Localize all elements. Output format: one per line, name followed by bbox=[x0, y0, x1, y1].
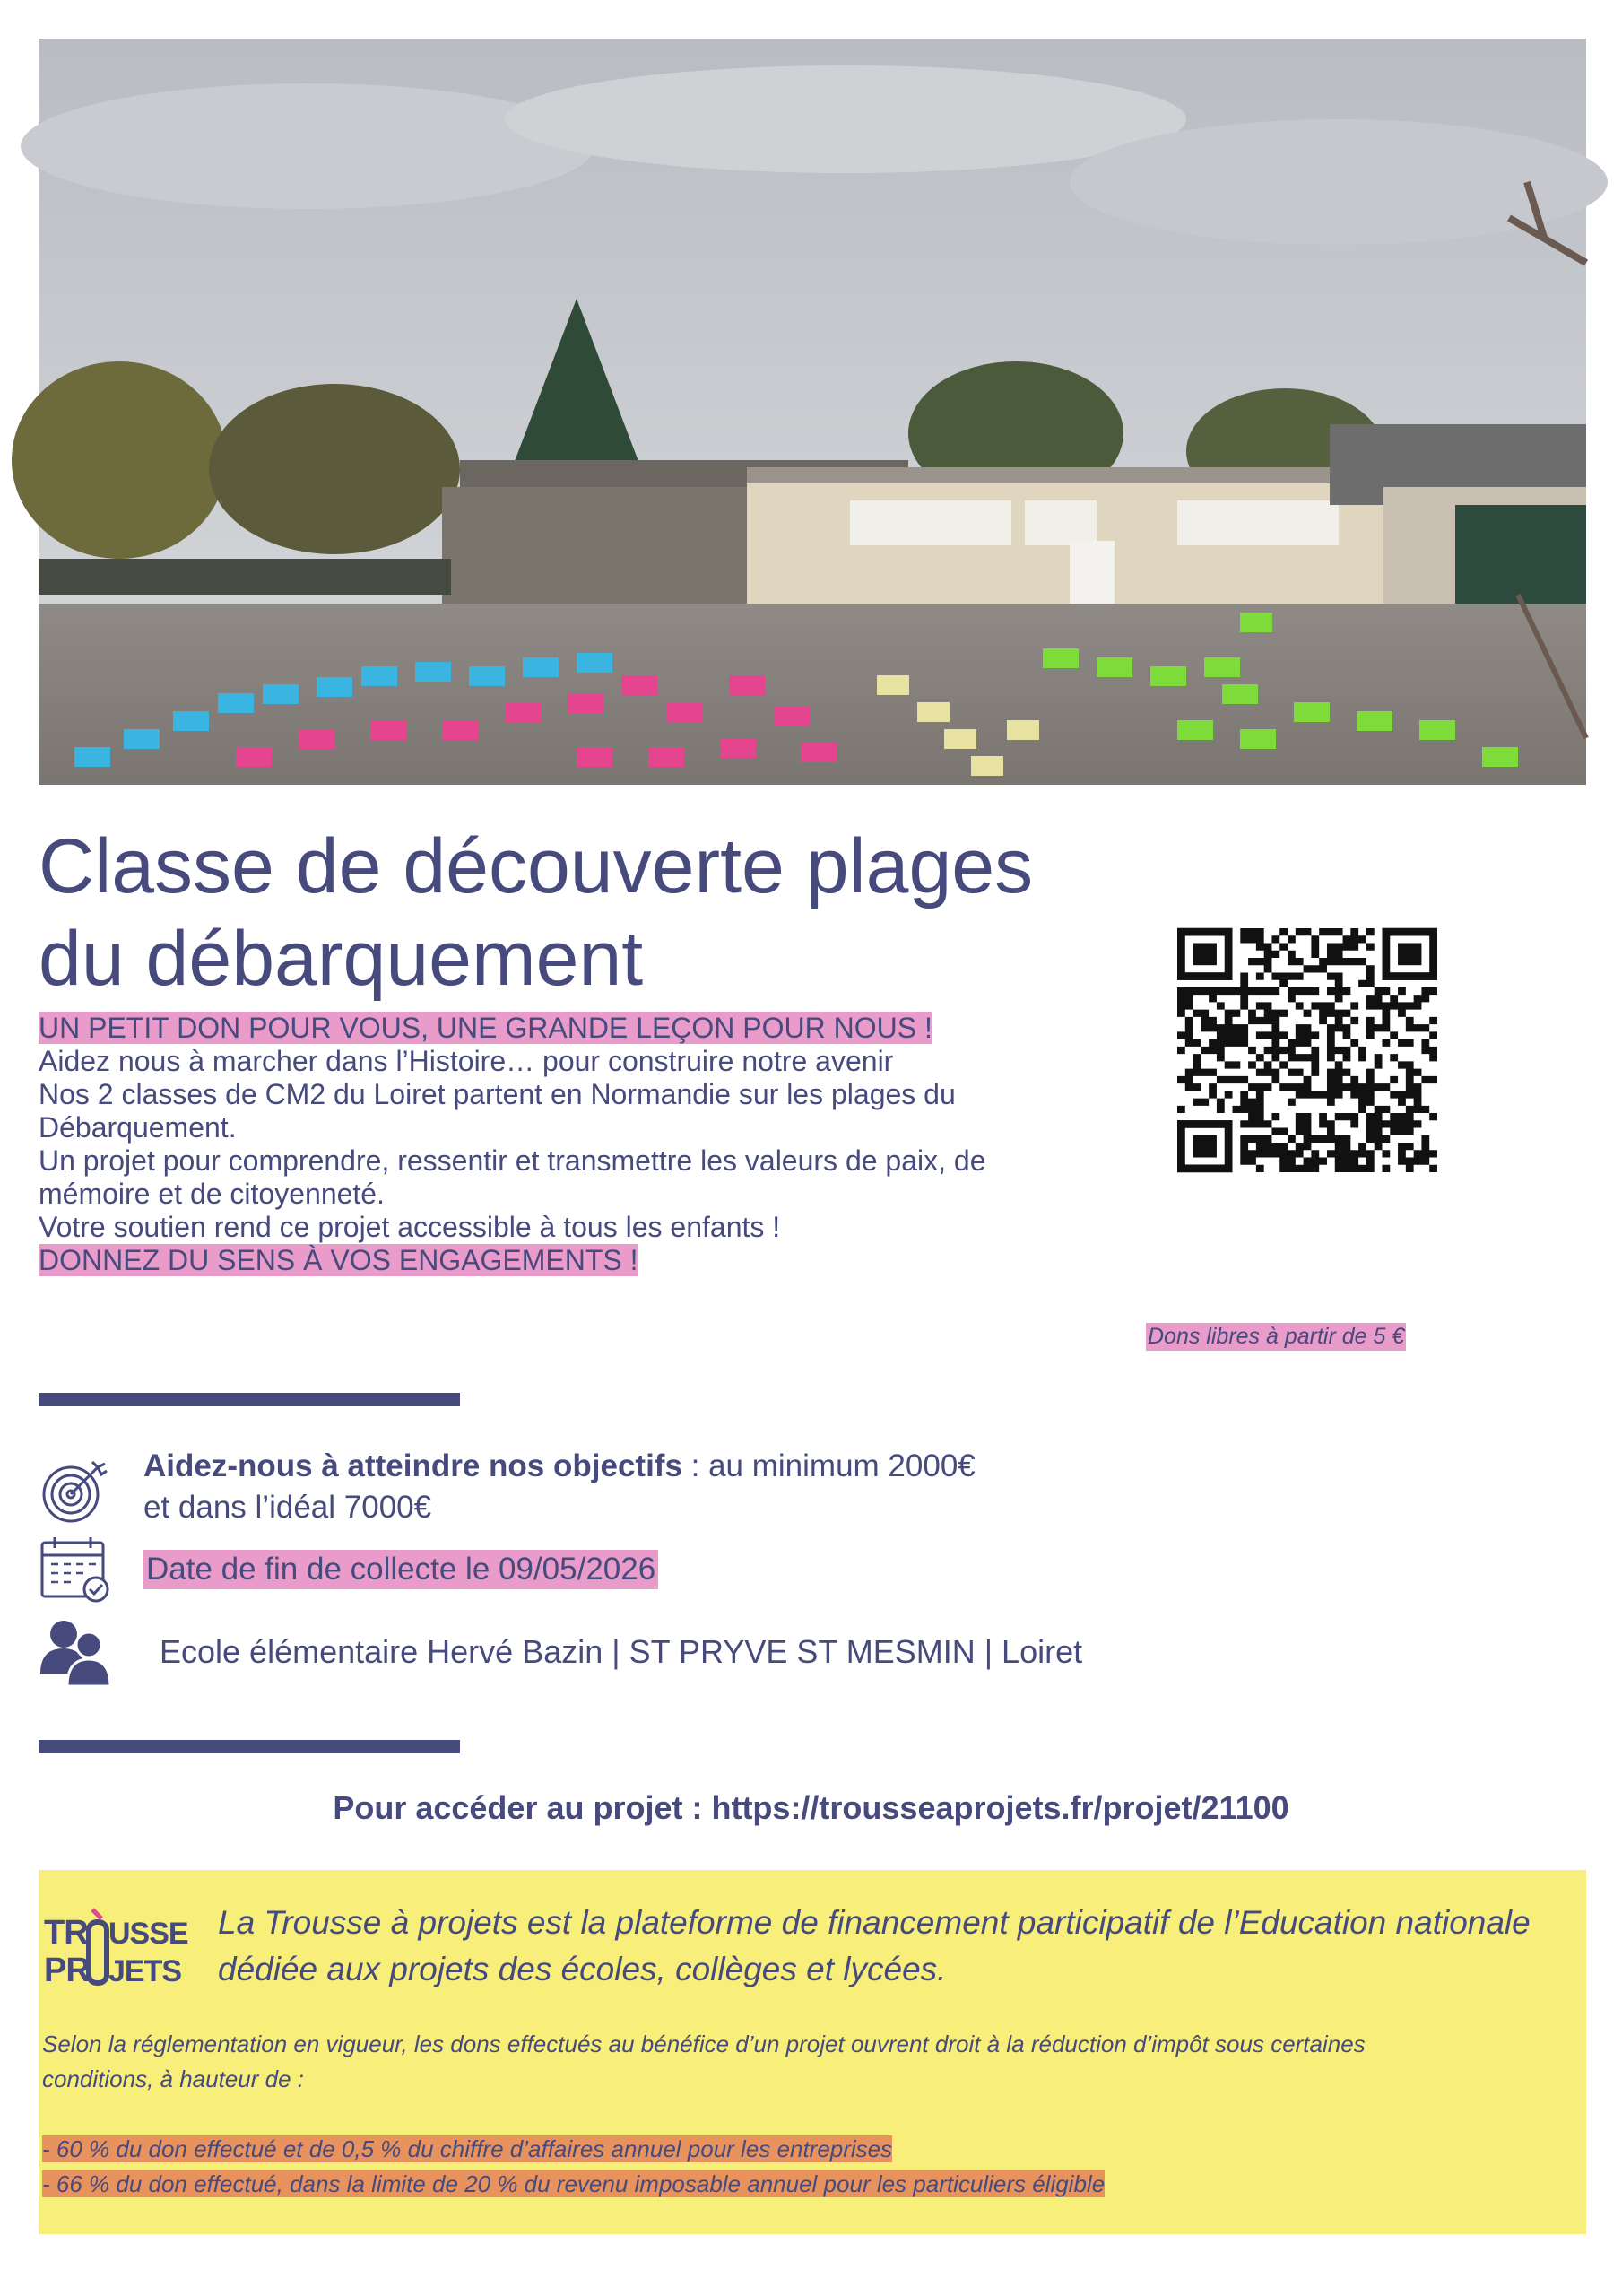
school-info: Ecole élémentaire Hervé Bazin | ST PRYVE ST MESMIN | Loiret bbox=[160, 1633, 1083, 1670]
objectives-minimum: : au minimum 2000€ bbox=[681, 1448, 976, 1483]
intro-line: Votre soutien rend ce projet accessible à tous les enfants ! bbox=[39, 1211, 781, 1243]
slogan: UN PETIT DON POUR VOUS, UNE GRANDE LEÇON POUR NOUS ! bbox=[39, 1012, 932, 1044]
trousse-logo bbox=[44, 1906, 188, 1996]
people-icon bbox=[39, 1614, 112, 1688]
intro-line: Un projet pour comprendre, ressentir et transmettre les valeurs de paix, de bbox=[39, 1144, 986, 1177]
title-line-2: du débarquement bbox=[39, 916, 644, 1002]
call-to-action: DONNEZ DU SENS À VOS ENGAGEMENTS ! bbox=[39, 1244, 638, 1276]
end-date: Date de fin de collecte le 09/05/2026 bbox=[143, 1550, 658, 1589]
donation-minimum: Dons libres à partir de 5 € bbox=[1148, 1324, 1405, 1349]
legal-line: Selon la réglementation en vigueur, les dons effectués au bénéfice d’un projet ouvrent droit à la réduction d’impôt sous certaines bbox=[42, 2031, 1366, 2057]
intro-line: Débarquement. bbox=[39, 1111, 237, 1144]
hero-photo bbox=[39, 39, 1586, 785]
target-icon bbox=[39, 1453, 112, 1526]
qr-code[interactable] bbox=[1177, 928, 1437, 1172]
logo-tr: TR bbox=[44, 1914, 88, 1952]
page-title bbox=[39, 821, 1115, 1005]
logo-jets: JETS bbox=[108, 1954, 182, 1988]
calendar-icon bbox=[39, 1534, 112, 1607]
tax-bullet-companies: - 60 % du don effectué et de 0,5 % du chiffre d’affaires annuel pour les entreprises bbox=[42, 2135, 893, 2162]
intro-text bbox=[39, 1012, 1115, 1277]
title-line-1: Classe de découverte plages bbox=[39, 823, 1034, 909]
divider bbox=[39, 1740, 460, 1753]
objectives-ideal: et dans l’idéal 7000€ bbox=[143, 1490, 432, 1525]
intro-line: Aidez nous à marcher dans l’Histoire… pour construire notre avenir bbox=[39, 1045, 894, 1077]
project-link[interactable]: Pour accéder au projet : https://trousseaprojets.fr/projet/21100 bbox=[333, 1789, 1289, 1826]
legal-line: conditions, à hauteur de : bbox=[42, 2066, 304, 2092]
logo-usse: USSE bbox=[108, 1917, 188, 1951]
divider bbox=[39, 1393, 460, 1406]
logo-pr: PR bbox=[44, 1952, 90, 1989]
intro-line: mémoire et de citoyenneté. bbox=[39, 1178, 385, 1210]
platform-description: La Trousse à projets est la plateforme de financement participatif de l’Education nationale dédiée aux projets des écoles, collèges et lycées. bbox=[218, 1904, 1531, 1987]
objectives-title: Aidez-nous à atteindre nos objectifs bbox=[143, 1448, 682, 1483]
legal-text bbox=[42, 2027, 1584, 2202]
intro-line: Nos 2 classes de CM2 du Loiret partent en Normandie sur les plages du bbox=[39, 1078, 956, 1110]
objectives bbox=[143, 1446, 1130, 1528]
tax-bullet-individuals: - 66 % du don effectué, dans la limite de 20 % du revenu imposable annuel pour les particuliers éligible bbox=[42, 2170, 1106, 2197]
